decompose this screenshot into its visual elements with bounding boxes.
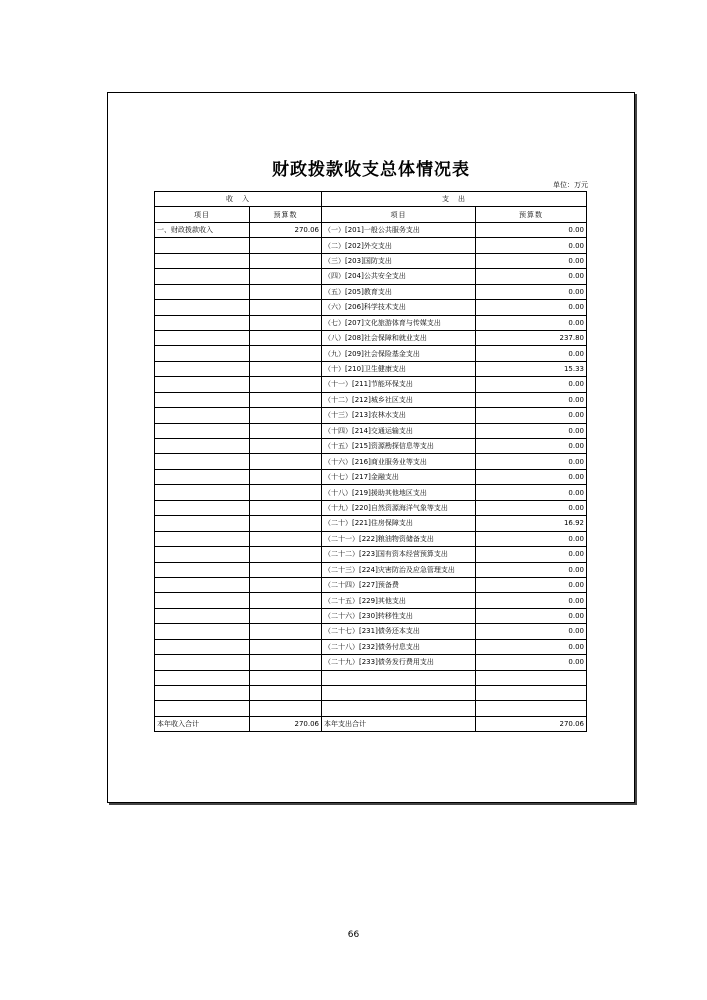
expense-item-cell: （十七）[217]金融支出 bbox=[322, 469, 476, 484]
expense-budget-cell: 0.00 bbox=[476, 624, 587, 639]
income-item-cell bbox=[155, 562, 250, 577]
income-budget-cell: 270.06 bbox=[250, 222, 322, 237]
expense-budget-cell: 0.00 bbox=[476, 222, 587, 237]
income-budget-cell bbox=[250, 315, 322, 330]
expense-item-cell: （二）[202]外交支出 bbox=[322, 238, 476, 253]
document-frame bbox=[107, 92, 635, 803]
table-row bbox=[155, 238, 587, 253]
expense-budget-cell: 0.00 bbox=[476, 408, 587, 423]
income-item-cell bbox=[155, 392, 250, 407]
table-row bbox=[155, 361, 587, 376]
expense-section-header: 支 出 bbox=[322, 192, 587, 207]
expense-item-cell: （一）[201]一般公共服务支出 bbox=[322, 222, 476, 237]
expense-budget-cell: 0.00 bbox=[476, 593, 587, 608]
table-row bbox=[155, 577, 587, 592]
expense-budget-cell bbox=[476, 670, 587, 685]
table-row bbox=[155, 284, 587, 299]
expense-budget-cell: 15.33 bbox=[476, 361, 587, 376]
expense-budget-cell: 0.00 bbox=[476, 454, 587, 469]
income-budget-cell bbox=[250, 593, 322, 608]
income-budget-cell bbox=[250, 392, 322, 407]
income-budget-cell bbox=[250, 238, 322, 253]
expense-item-cell: （二十六）[230]转移性支出 bbox=[322, 608, 476, 623]
income-budget-cell bbox=[250, 608, 322, 623]
expense-total-label: 本年支出合计 bbox=[322, 716, 476, 731]
table-body bbox=[155, 222, 587, 716]
expense-budget-cell: 0.00 bbox=[476, 562, 587, 577]
expense-budget-cell bbox=[476, 701, 587, 716]
table-row bbox=[155, 439, 587, 454]
table-row bbox=[155, 670, 587, 685]
expense-budget-cell: 0.00 bbox=[476, 238, 587, 253]
income-item-cell bbox=[155, 330, 250, 345]
column-header-row bbox=[155, 207, 587, 222]
expense-budget-cell: 16.92 bbox=[476, 516, 587, 531]
income-budget-cell bbox=[250, 531, 322, 546]
income-item-cell bbox=[155, 701, 250, 716]
table-row bbox=[155, 469, 587, 484]
expense-budget-cell: 0.00 bbox=[476, 608, 587, 623]
expense-budget-cell: 0.00 bbox=[476, 655, 587, 670]
income-budget-cell bbox=[250, 269, 322, 284]
income-budget-header: 预算数 bbox=[250, 207, 322, 222]
expense-budget-cell: 0.00 bbox=[476, 639, 587, 654]
income-budget-cell bbox=[250, 701, 322, 716]
expense-budget-cell: 0.00 bbox=[476, 315, 587, 330]
expense-item-cell: （二十五）[229]其他支出 bbox=[322, 593, 476, 608]
table-row bbox=[155, 593, 587, 608]
table-row bbox=[155, 454, 587, 469]
expense-budget-cell: 0.00 bbox=[476, 392, 587, 407]
unit-label: 单位：万元 bbox=[553, 181, 588, 189]
income-item-cell bbox=[155, 377, 250, 392]
table-row bbox=[155, 300, 587, 315]
income-budget-cell bbox=[250, 562, 322, 577]
income-item-cell bbox=[155, 423, 250, 438]
table-title: 财政拨款收支总体情况表 bbox=[272, 160, 470, 180]
income-budget-cell bbox=[250, 547, 322, 562]
expense-budget-cell: 0.00 bbox=[476, 439, 587, 454]
table-row bbox=[155, 701, 587, 716]
expense-item-cell: （二十九）[233]债务发行费用支出 bbox=[322, 655, 476, 670]
expense-item-header: 项目 bbox=[322, 207, 476, 222]
income-item-cell bbox=[155, 686, 250, 701]
table-row bbox=[155, 315, 587, 330]
income-budget-cell bbox=[250, 624, 322, 639]
income-total-value: 270.06 bbox=[250, 716, 322, 731]
expense-item-cell: （十一）[211]节能环保支出 bbox=[322, 377, 476, 392]
income-budget-cell bbox=[250, 408, 322, 423]
expense-item-cell bbox=[322, 701, 476, 716]
expense-item-cell: （二十三）[224]灾害防治及应急管理支出 bbox=[322, 562, 476, 577]
table-row bbox=[155, 269, 587, 284]
income-section-header: 收 入 bbox=[155, 192, 322, 207]
table-row bbox=[155, 624, 587, 639]
expense-budget-cell: 0.00 bbox=[476, 377, 587, 392]
table-row bbox=[155, 423, 587, 438]
income-item-cell bbox=[155, 439, 250, 454]
income-budget-cell bbox=[250, 377, 322, 392]
income-item-cell bbox=[155, 670, 250, 685]
income-budget-cell bbox=[250, 670, 322, 685]
expense-budget-cell: 0.00 bbox=[476, 500, 587, 515]
expense-item-cell: （二十）[221]住房保障支出 bbox=[322, 516, 476, 531]
income-budget-cell bbox=[250, 577, 322, 592]
income-item-cell bbox=[155, 547, 250, 562]
expense-item-cell: （十九）[220]自然资源海洋气象等支出 bbox=[322, 500, 476, 515]
income-budget-cell bbox=[250, 346, 322, 361]
expense-budget-cell: 0.00 bbox=[476, 577, 587, 592]
expense-item-cell bbox=[322, 670, 476, 685]
income-item-cell bbox=[155, 485, 250, 500]
expense-budget-cell: 0.00 bbox=[476, 485, 587, 500]
table-row bbox=[155, 655, 587, 670]
expense-budget-cell: 237.80 bbox=[476, 330, 587, 345]
income-item-cell bbox=[155, 315, 250, 330]
table-row bbox=[155, 639, 587, 654]
income-item-cell bbox=[155, 269, 250, 284]
expense-budget-header: 预算数 bbox=[476, 207, 587, 222]
expense-item-cell: （十）[210]卫生健康支出 bbox=[322, 361, 476, 376]
table-row bbox=[155, 330, 587, 345]
income-item-cell bbox=[155, 624, 250, 639]
table-row bbox=[155, 500, 587, 515]
expense-item-cell: （四）[204]公共安全支出 bbox=[322, 269, 476, 284]
expense-item-cell: （十五）[215]资源勘探信息等支出 bbox=[322, 439, 476, 454]
table-row bbox=[155, 485, 587, 500]
table-row bbox=[155, 253, 587, 268]
income-item-cell bbox=[155, 361, 250, 376]
income-budget-cell bbox=[250, 469, 322, 484]
expense-item-cell: （十二）[212]城乡社区支出 bbox=[322, 392, 476, 407]
income-item-cell bbox=[155, 408, 250, 423]
income-item-cell bbox=[155, 253, 250, 268]
income-budget-cell bbox=[250, 423, 322, 438]
expense-budget-cell: 0.00 bbox=[476, 547, 587, 562]
section-header-row bbox=[155, 192, 587, 207]
expense-budget-cell: 0.00 bbox=[476, 269, 587, 284]
expense-item-cell: （二十八）[232]债务付息支出 bbox=[322, 639, 476, 654]
expense-budget-cell: 0.00 bbox=[476, 469, 587, 484]
table-row bbox=[155, 222, 587, 237]
expense-item-cell: （二十七）[231]债务还本支出 bbox=[322, 624, 476, 639]
income-budget-cell bbox=[250, 300, 322, 315]
income-item-cell bbox=[155, 593, 250, 608]
income-item-cell bbox=[155, 454, 250, 469]
page-number: 66 bbox=[347, 930, 360, 940]
table-row bbox=[155, 562, 587, 577]
income-item-cell bbox=[155, 608, 250, 623]
income-item-cell bbox=[155, 238, 250, 253]
total-row bbox=[155, 716, 587, 731]
table-row bbox=[155, 547, 587, 562]
expense-budget-cell: 0.00 bbox=[476, 284, 587, 299]
expense-budget-cell: 0.00 bbox=[476, 346, 587, 361]
expense-item-cell: （五）[205]教育支出 bbox=[322, 284, 476, 299]
income-item-cell bbox=[155, 655, 250, 670]
expense-budget-cell: 0.00 bbox=[476, 300, 587, 315]
income-budget-cell bbox=[250, 253, 322, 268]
income-item-cell bbox=[155, 469, 250, 484]
income-item-cell bbox=[155, 500, 250, 515]
income-item-cell bbox=[155, 516, 250, 531]
expense-item-cell: （十六）[216]商业服务业等支出 bbox=[322, 454, 476, 469]
income-item-cell bbox=[155, 284, 250, 299]
income-total-label: 本年收入合计 bbox=[155, 716, 250, 731]
expense-budget-cell: 0.00 bbox=[476, 253, 587, 268]
income-item-cell bbox=[155, 346, 250, 361]
expense-budget-cell: 0.00 bbox=[476, 423, 587, 438]
expense-item-cell: （八）[208]社会保障和就业支出 bbox=[322, 330, 476, 345]
table-row bbox=[155, 531, 587, 546]
expense-item-cell: （三）[203]国防支出 bbox=[322, 253, 476, 268]
income-budget-cell bbox=[250, 485, 322, 500]
income-item-cell bbox=[155, 577, 250, 592]
table-row bbox=[155, 392, 587, 407]
table-row bbox=[155, 408, 587, 423]
income-budget-cell bbox=[250, 655, 322, 670]
table-row bbox=[155, 608, 587, 623]
fiscal-table bbox=[154, 191, 587, 732]
expense-item-cell bbox=[322, 686, 476, 701]
income-budget-cell bbox=[250, 686, 322, 701]
table-row bbox=[155, 516, 587, 531]
income-budget-cell bbox=[250, 516, 322, 531]
expense-item-cell: （二十一）[222]粮油物资储备支出 bbox=[322, 531, 476, 546]
income-budget-cell bbox=[250, 454, 322, 469]
income-budget-cell bbox=[250, 439, 322, 454]
income-budget-cell bbox=[250, 639, 322, 654]
table-row bbox=[155, 377, 587, 392]
expense-item-cell: （十八）[219]援助其他地区支出 bbox=[322, 485, 476, 500]
expense-item-cell: （二十四）[227]预备费 bbox=[322, 577, 476, 592]
expense-item-cell: （九）[209]社会保险基金支出 bbox=[322, 346, 476, 361]
table-row bbox=[155, 346, 587, 361]
income-item-cell: 一、财政拨款收入 bbox=[155, 222, 250, 237]
income-item-cell bbox=[155, 531, 250, 546]
income-item-header: 项目 bbox=[155, 207, 250, 222]
income-item-cell bbox=[155, 300, 250, 315]
expense-item-cell: （七）[207]文化旅游体育与传媒支出 bbox=[322, 315, 476, 330]
income-budget-cell bbox=[250, 500, 322, 515]
expense-item-cell: （二十二）[223]国有资本经营预算支出 bbox=[322, 547, 476, 562]
income-item-cell bbox=[155, 639, 250, 654]
expense-item-cell: （六）[206]科学技术支出 bbox=[322, 300, 476, 315]
expense-budget-cell: 0.00 bbox=[476, 531, 587, 546]
expense-item-cell: （十三）[213]农林水支出 bbox=[322, 408, 476, 423]
income-budget-cell bbox=[250, 361, 322, 376]
expense-item-cell: （十四）[214]交通运输支出 bbox=[322, 423, 476, 438]
expense-budget-cell bbox=[476, 686, 587, 701]
income-budget-cell bbox=[250, 330, 322, 345]
table-row bbox=[155, 686, 587, 701]
expense-total-value: 270.06 bbox=[476, 716, 587, 731]
income-budget-cell bbox=[250, 284, 322, 299]
